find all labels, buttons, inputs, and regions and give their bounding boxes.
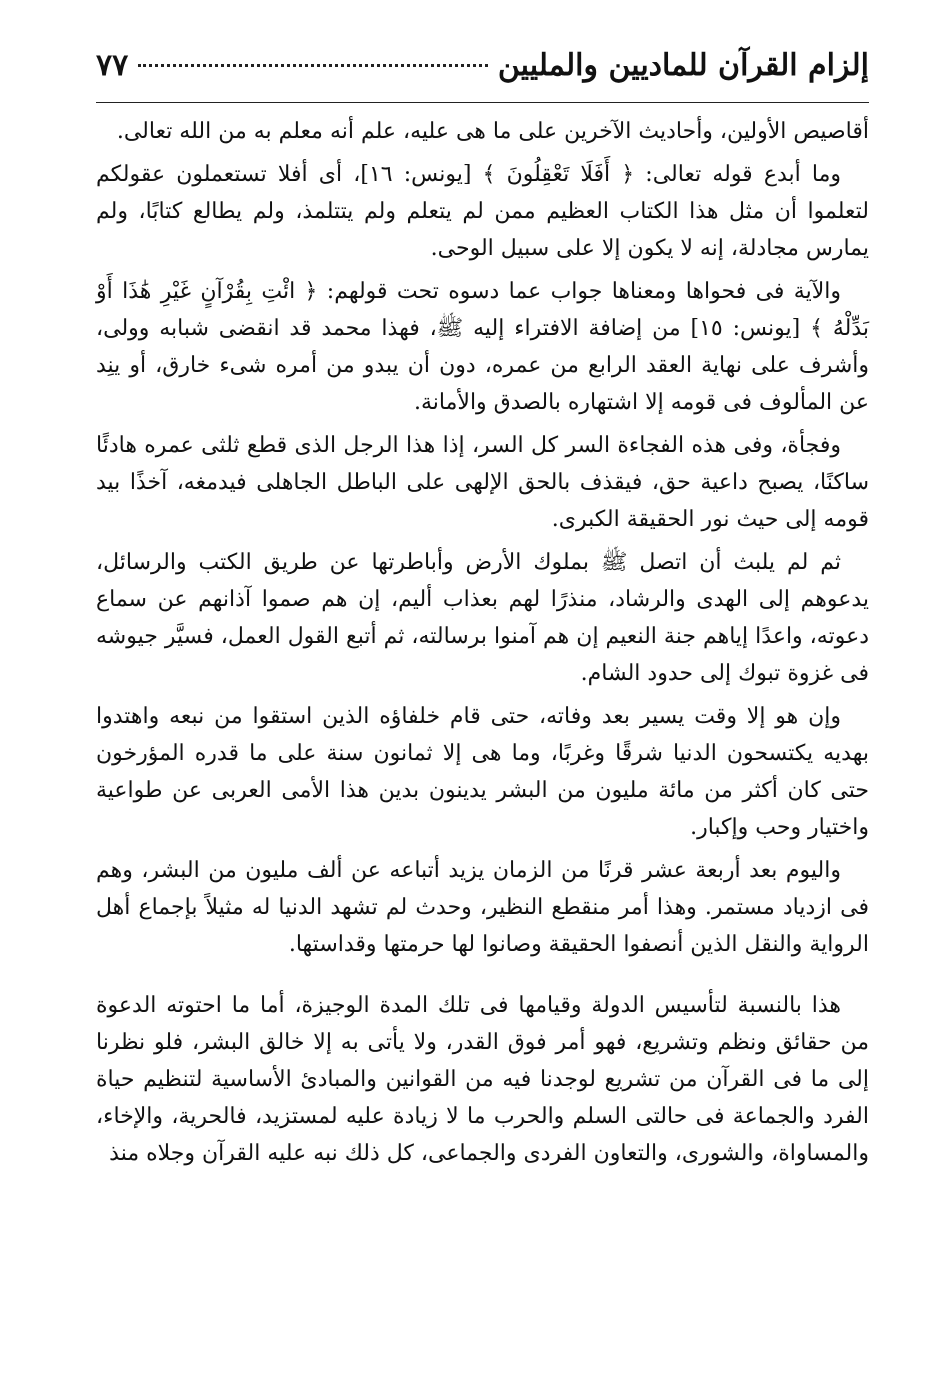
paragraph bbox=[96, 698, 869, 846]
running-title: إلزام القرآن للماديين والمليين bbox=[497, 48, 869, 83]
paragraph bbox=[96, 544, 869, 692]
paragraph bbox=[96, 987, 869, 1172]
paragraph-text: وما أبدع قوله تعالى: ﴿ أَفَلَا تَعْقِلُونَ ﴾ [يونس: ١٦]، أى أفلا تستعملون عقولكم لتعلموا أن مثل هذا الكتاب العظيم ممن لم يتعلم ولم يتتلمذ، ولم يطالع كتابًا، ولم يمارس مجادلة، إنه لا يكون إلا على سبيل الوحى. bbox=[96, 162, 869, 261]
paragraph-text: وإن هو إلا وقت يسير بعد وفاته، حتى قام خلفاؤه الذين استقوا من نبعه واهتدوا بهديه يكتسحون الدنيا شرقًا وغربًا، وما هى إلا ثمانون سنة على ما قدره المؤرخون حتى كان أكثر من مائة مليون من البشر يدينون بدين هذا الأمى العربى عن طواعية واختيار وحب وإكبار. bbox=[96, 704, 869, 840]
body-text bbox=[96, 113, 869, 1172]
paragraph: أقاصيص الأولين، وأحاديث الآخرين على ما هى عليه، علم أنه معلم به من الله تعالى. bbox=[116, 119, 869, 144]
paragraph-text: وفجأة، وفى هذه الفجاءة السر كل السر، إذا هذا الرجل الذى قطع ثلثى عمره هادئًا ساكنًا، يصبح داعية حق، فيقذف بالحق الإلهى على الباطل الجاهلى فيدمغه، آخذًا بيد قومه إلى حيث نور الحقيقة الكبرى. bbox=[96, 433, 869, 532]
paragraph-text: هذا بالنسبة لتأسيس الدولة وقيامها فى تلك المدة الوجيزة، أما ما احتوته الدعوة من حقائق ونظم وتشريع، فهو أمر فوق القدر، ولا يأتى به إلا خالق البشر، فلو نظرنا إلى ما فى القرآن من تشريع لوجدنا فيه من القوانين والمبادئ الأساسية لتنظيم حياة الفرد والجماعة فى حالتى السلم والحرب ما لا زيادة عليه لمستزيد، فالحرية، والإخاء، والمساواة، والشورى، والتعاون الفردى والجماعى، كل ذلك نبه عليه القرآن وجلاه منذ bbox=[96, 993, 869, 1166]
page-header bbox=[96, 48, 869, 103]
dot-leader bbox=[138, 64, 488, 67]
page-number: ٧٧ bbox=[96, 48, 129, 83]
paragraph-text: ثم لم يلبث أن اتصل ﷺ بملوك الأرض وأباطرتها عن طريق الكتب والرسائل، يدعوهم إلى الهدى والرشاد، منذرًا لهم بعذاب أليم، إن هم صموا آذانهم عن سماع دعوته، واعدًا إياهم جنة النعيم إن هم آمنوا برسالته، ثم أتبع القول العمل، فسيَّر جيوشه فى غزوة تبوك إلى حدود الشام. bbox=[96, 550, 869, 686]
paragraph bbox=[96, 273, 869, 421]
paragraph bbox=[96, 852, 869, 963]
paragraph-text: واليوم بعد أربعة عشر قرنًا من الزمان يزيد أتباعه عن ألف مليون من البشر، وهم فى ازدياد مستمر. وهذا أمر منقطع النظير، وحدث لم تشهد الدنيا له مثيلاً بإجماع أهل الرواية والنقل الذين أنصفوا الحقيقة وصانوا لها حرمتها وقداستها. bbox=[96, 858, 869, 957]
paragraph-text: والآية فى فحواها ومعناها جواب عما دسوه تحت قولهم: ﴿ ائْتِ بِقُرْآنٍ غَيْرِ هَٰذَا أَوْ بَدِّلْهُ ﴾ [يونس: ١٥] من إضافة الافتراء إليه ﷺ، فهذا محمد قد انقضى شبابه وولى، وأشرف على نهاية العقد الرابع من عمره، دون أن يبدو من أمره شىء خارق، أو ينِد عن المألوف فى قومه إلا اشتهاره بالصدق والأمانة. bbox=[96, 279, 869, 415]
paragraph bbox=[96, 156, 869, 267]
paragraph bbox=[96, 427, 869, 538]
